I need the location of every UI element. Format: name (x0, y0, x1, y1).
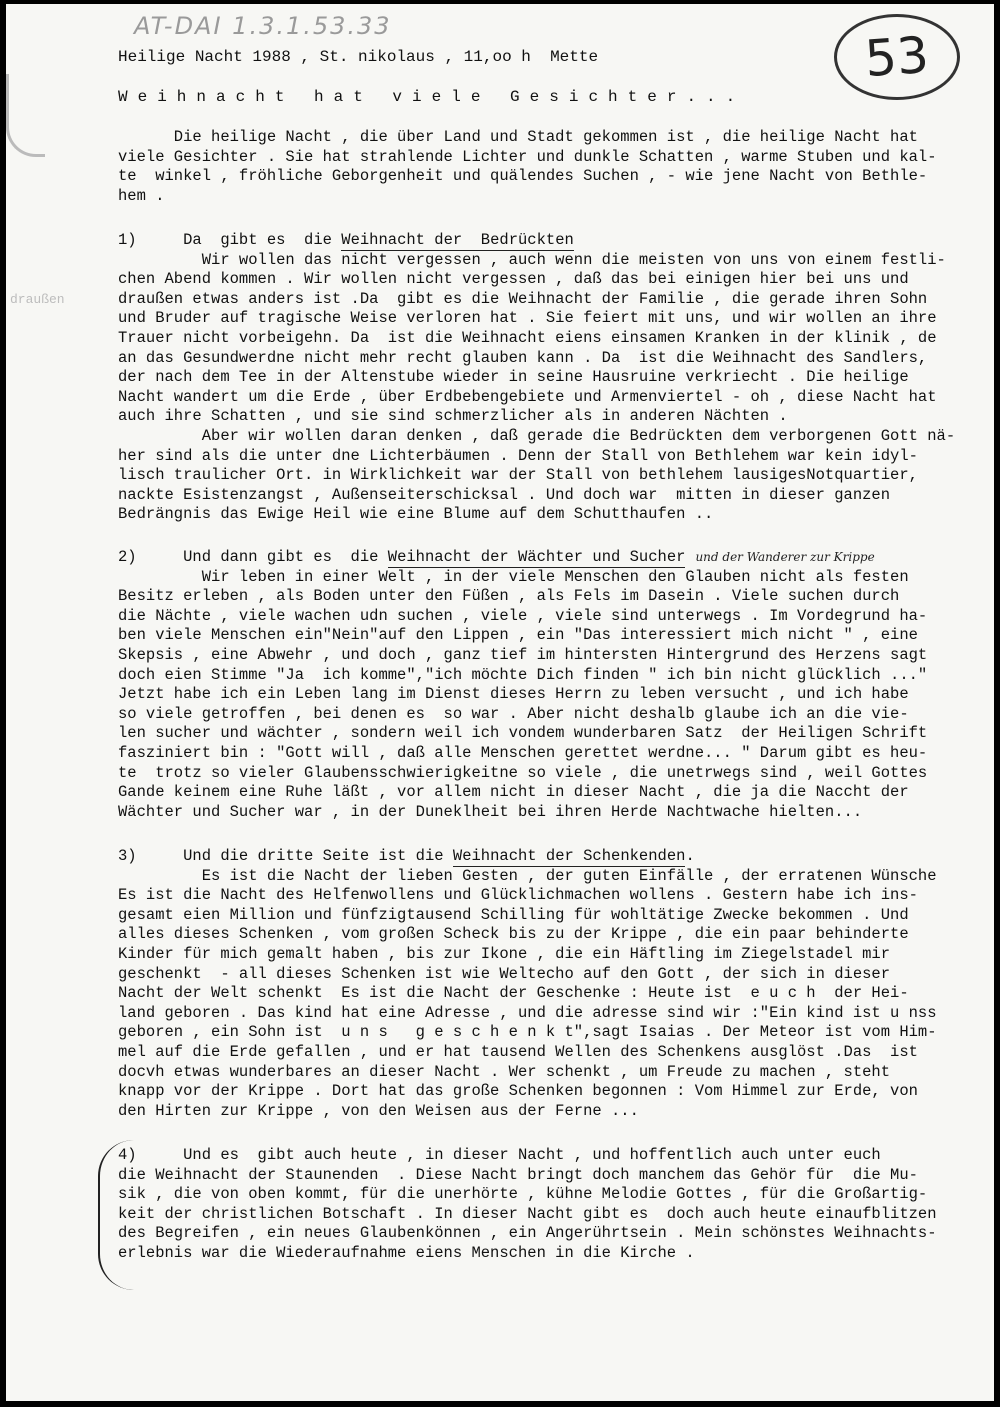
margin-pencil-mark (6, 74, 45, 157)
section-title: Weihnacht der Bedrückten (341, 231, 574, 249)
page-number: 53 (863, 25, 931, 89)
text-line: her sind als die unter dne Lichterbäumen . Denn der Stall von Bethlehem war kein idyl- (118, 446, 918, 465)
text-line: doch eien Stimme "Ja ich komme","ich möchte Dich finden " ich bin nicht glücklich ..." (118, 665, 928, 684)
margin-note: draußen (10, 292, 65, 307)
archive-signature: AT-DAI 1.3.1.53.33 (134, 12, 392, 40)
text-line: Wir leben in einer Welt , in der viele Menschen den Glauben nicht als festen (118, 567, 909, 586)
text-line: Es ist die Nacht des Helfenwollens und Glücklichmachen wollens . Gestern habe ich ins- (118, 886, 918, 905)
text-line: Gande keinem eine Ruhe läßt , vor allem nicht in dieser Nacht , die ja die Naccht der (118, 783, 909, 802)
text-line: so viele getroffen , bei denen es so war . Aber nicht deshalb glaube ich an die vie- (118, 704, 909, 723)
intro-paragraph (118, 128, 994, 206)
section-intro: Und es gibt auch heute , in dieser Nacht , und hoffentlich auch unter euch (183, 1146, 881, 1164)
text-line: Bedrängnis das Ewige Heil wie eine Blume auf dem Schutthaufen .. (118, 505, 714, 524)
text-line: Wächter und Sucher war , in der Duneklheit bei ihren Herde Nachtwache hielten... (118, 802, 863, 821)
section-number: 3) (118, 847, 137, 865)
text-line: Aber wir wollen daran denken , daß gerade die Bedrückten dem verborgenen Gott nä- (118, 426, 956, 445)
section-2 (118, 548, 994, 822)
sermon-title: Weihnacht hat viele Gesichter... (118, 88, 746, 106)
text-line: geschenkt - all dieses Schenken ist wie Weltecho auf den Gott , der sich in dieser (118, 964, 891, 983)
text-line: hem . (118, 186, 165, 205)
text-line: Besitz erleben , als Boden unter den Füßen , als Fels im Dasein . Viele suchen durch (118, 587, 900, 606)
section-number: 4) (118, 1146, 137, 1164)
text-line: mel auf die Erde gefallen , und er hat tausend Wellen des Schenkens ausglöst .Das ist (118, 1042, 918, 1061)
section-title-period: . (685, 847, 695, 865)
text-line: lisch traulicher Ort. in Wirklichkeit war der Stall von bethlehem lausigesNotquartier, (118, 466, 918, 485)
text-line: viele Gesichter . Sie hat strahlende Lichter und dunkle Schatten , warme Stuben und kal- (118, 147, 937, 166)
text-line: nackte Esistenzangst , Außenseiterschicksal . Und doch war mitten in dieser ganzen (118, 485, 891, 504)
text-line: draußen etwas anders ist .Da gibt es die Weihnacht der Familie , die gerade ihren Sohn (118, 289, 928, 308)
text-line: erlebnis war die Wiederaufnahme eiens Menschen in die Kirche . (118, 1243, 695, 1262)
section-1 (118, 231, 994, 525)
text-line: land geboren . Das kind hat eine Adresse , und die adresse sind wir :"Ein kind ist u nss (118, 1003, 937, 1022)
text-line: te trotz so vieler Glaubensschwierigkeitne so viele , die unetrwegs sind , weil Gottes (118, 763, 928, 782)
text-line: geboren , ein Sohn ist u n s g e s c h e n k t",sagt Isaias . Der Meteor ist vom Him- (118, 1023, 937, 1042)
text-line: Nacht wandert um die Erde , über Erdbebengebiete und Armenviertel - oh , diese Nacht hat (118, 387, 937, 406)
text-line: des Begreifen , ein neues Glaubenkönnen , ein Angerührtsein . Mein schönstes Weihnachts- (118, 1224, 937, 1243)
service-header: Heilige Nacht 1988 , St. nikolaus , 11,oo h Mette (118, 48, 599, 66)
text-line: Trauer nicht vorbeigehn. Da ist die Weihnacht eiens einsamen Kranken in der klinik , de (118, 328, 937, 347)
section-intro: Da gibt es die (183, 231, 332, 249)
text-line: Skepsis , eine Abwehr , und doch , ganz tief im hintersten Hintergrund des Herzens sagt (118, 645, 928, 664)
section-heading (118, 847, 994, 867)
text-line: len sucher und wächter , sondern weil ich vondem wunderbaren Satz der Heiligen Schrift (118, 724, 928, 743)
page-number-stamp (834, 14, 960, 100)
section-heading (118, 548, 994, 568)
section-intro: Und die dritte Seite ist die (183, 847, 444, 865)
document-page (6, 4, 994, 1401)
text-line: Die heilige Nacht , die über Land und Stadt gekommen ist , die heilige Nacht hat (118, 128, 918, 146)
section-heading (118, 231, 994, 251)
text-line: Kinder für mich gemalt haben , bis zur Ikone , die ein Häftling im Ziegelstadel mir (118, 944, 891, 963)
text-line: sik , die von oben kommt, für die unerhörte , kühne Melodie Gottes , für die Großartig- (118, 1185, 928, 1204)
text-line: keit der christlichen Botschaft . In dieser Nacht gibt es doch auch heute einaufblitzen (118, 1204, 937, 1223)
text-line: te winkel , fröhliche Geborgenheit und quälendes Suchen , - wie jene Nacht von Bethle- (118, 167, 928, 186)
text-line: alles dieses Schenken , vom großen Scheck bis zu der Krippe , die ein paar behinderte (118, 925, 909, 944)
section-title: Weihnacht der Schenkenden (452, 847, 686, 865)
text-line: an das Gesundwerdne nicht mehr recht glauben kann . Da ist die Weihnacht des Sandlers, (118, 348, 928, 367)
section-title: Weihnacht der Wächter und Sucher (387, 548, 686, 566)
text-line: der nach dem Tee in der Altenstube wieder in seine Hausruine verkriecht . Die heilige (118, 368, 909, 387)
text-line: die Nächte , viele wachen udn suchen , viele , viele sind unterwegs . Im Vordegrund ha- (118, 606, 928, 625)
section-number: 1) (118, 231, 137, 249)
text-line: chen Abend kommen . Wir wollen nicht vergessen , daß das bei einigen hier bei uns und (118, 270, 909, 289)
text-line: Wir wollen das nicht vergessen , auch wenn die meisten von uns von einem festli- (118, 250, 946, 269)
section-number: 2) (118, 548, 137, 566)
section-heading (118, 1146, 994, 1166)
text-line: Nacht der Welt schenkt Es ist die Nacht der Geschenke : Heute ist e u c h der Hei- (118, 984, 909, 1003)
text-line: docvh etwas wunderbares an dieser Nacht . Wer schenkt , um Freude zu machen , steht (118, 1062, 891, 1081)
section-intro: Und dann gibt es die (183, 548, 379, 566)
handwritten-annotation: und der Wanderer zur Krippe (695, 550, 875, 564)
section-4 (118, 1146, 994, 1264)
text-line: gesamt eien Million und fünfzigtausend Schilling für wohltätige Zwecke bekommen . Und (118, 905, 909, 924)
section-3 (118, 847, 994, 1121)
text-line: knapp vor der Krippe . Dort hat das große Schenken begonnen : Vom Himmel zur Erde, von (118, 1082, 918, 1101)
text-line: und Bruder auf tragische Weise verloren hat . Sie feiert mit uns, und wir wollen an ihre (118, 309, 937, 328)
text-line: den Hirten zur Krippe , von den Weisen aus der Ferne ... (118, 1101, 639, 1120)
text-line: die Weihnacht der Staunenden . Diese Nacht bringt doch manchem das Gehör für die Mu- (118, 1165, 918, 1184)
text-line: Es ist die Nacht der lieben Gesten , der guten Einfälle , der erratenen Wünsche (118, 866, 937, 885)
text-line: fasziniert bin : "Gott will , daß alle Menschen gerettet werdne... " Darum gibt es heu- (118, 743, 928, 762)
text-line: auch ihre Schatten , und sie sind schmerzlicher als in anderen Nächten . (118, 407, 788, 426)
text-line: Jetzt habe ich ein Leben lang im Dienst dieses Herrn zu leben versucht , und ich habe (118, 685, 909, 704)
text-line: ben viele Menschen ein"Nein"auf den Lippen , ein "Das interessiert mich nicht " , eine (118, 626, 918, 645)
